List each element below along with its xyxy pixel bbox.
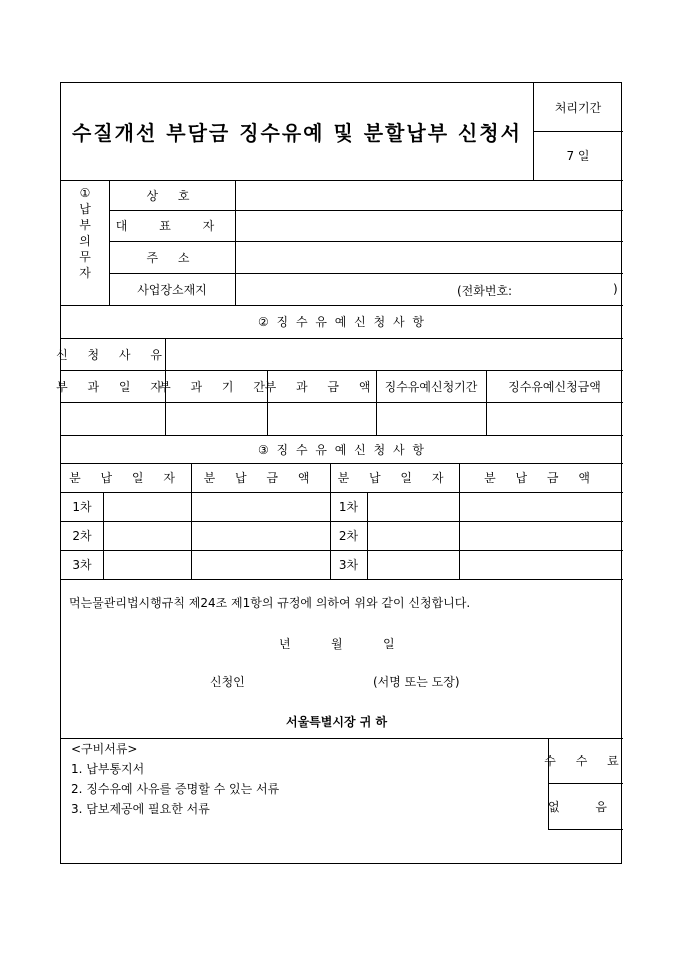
column-header: 징수유예신청기간 [384,379,478,394]
deferral-section-title: ② 징 수 유 예 신 청 사 항 [257,315,426,329]
representative-label: 대 표 자 [115,219,229,233]
installment-row-label: 2차 [338,529,359,543]
column-header: 분 납 일 자 [69,471,183,485]
payer-section-label [61,185,109,281]
installment-section-title: ③ 징 수 유 예 신 청 사 항 [257,442,426,457]
section-char: 무 [79,250,91,264]
levy-date-field[interactable] [61,402,165,435]
date-year-label: 년 [279,637,291,651]
date-day-label: 일 [383,637,395,651]
column-header: 부 과 일 자 [56,379,170,394]
company-name-label: 상 호 [146,188,198,203]
application-form [56,82,627,864]
form-title: 수질개선 부담금 징수유예 및 분할납부 신청서 [72,121,522,145]
documents-heading: <구비서류> [71,742,138,756]
section-char: 납 [79,202,91,216]
document-item: 3. 담보제공에 필요한 서류 [71,802,210,816]
document-item: 2. 징수유예 사유를 증명할 수 있는 서류 [71,782,280,796]
divider [103,492,104,579]
installment-row-label: 3차 [338,558,359,572]
installment-row-label: 3차 [72,558,92,572]
deferral-amount-field[interactable] [486,402,623,435]
representative-field[interactable] [235,210,623,241]
declaration-statement: 먹는물관리법시행규칙 제24조 제1항의 규정에 의하여 위와 같이 신청합니다. [69,596,471,610]
column-header: 부 과 금 액 [264,379,379,394]
recipient: 서울특별시장 귀 하 [286,715,388,729]
reason-field[interactable] [165,338,623,370]
installment-row-label: 2차 [72,529,92,543]
fee-value: 없 음 [548,799,623,814]
business-location-field[interactable] [235,273,623,305]
installment-row-label: 1차 [72,500,92,514]
levy-amount-field[interactable] [267,402,376,435]
company-name-field[interactable] [235,180,623,210]
signature-label: (서명 또는 도장) [373,675,460,689]
column-header: 부 과 기 간 [159,379,273,394]
column-header: 징수유예신청금액 [508,379,601,394]
reason-label: 신 청 사 유 [56,347,170,362]
divider [61,738,623,739]
section-char: 자 [79,266,91,280]
processing-period-value: 7 일 [566,149,590,163]
divider [61,579,623,580]
column-header: 분 납 금 액 [484,471,598,485]
installment-row-label: 1차 [338,500,359,514]
applicant-label: 신청인 [210,675,245,689]
address-label: 주 소 [146,250,198,265]
address-field[interactable] [235,241,623,273]
deferral-period-field[interactable] [376,402,486,435]
document-item: 1. 납부통지서 [71,762,145,776]
divider [367,492,368,579]
section-char: 부 [79,218,91,232]
date-month-label: 월 [331,637,343,651]
phone-close: ) [613,282,618,296]
divider [548,829,623,830]
column-header: 분 납 금 액 [203,471,318,485]
processing-period-label: 처리기간 [554,100,602,115]
levy-period-field[interactable] [165,402,267,435]
business-location-label: 사업장소재지 [137,282,207,297]
phone-label: (전화번호: [457,284,513,298]
section-char: 의 [79,234,91,248]
fee-label: 수 수 료 [544,754,627,768]
section-marker: ① [79,186,91,200]
column-header: 분 납 일 자 [337,471,452,485]
